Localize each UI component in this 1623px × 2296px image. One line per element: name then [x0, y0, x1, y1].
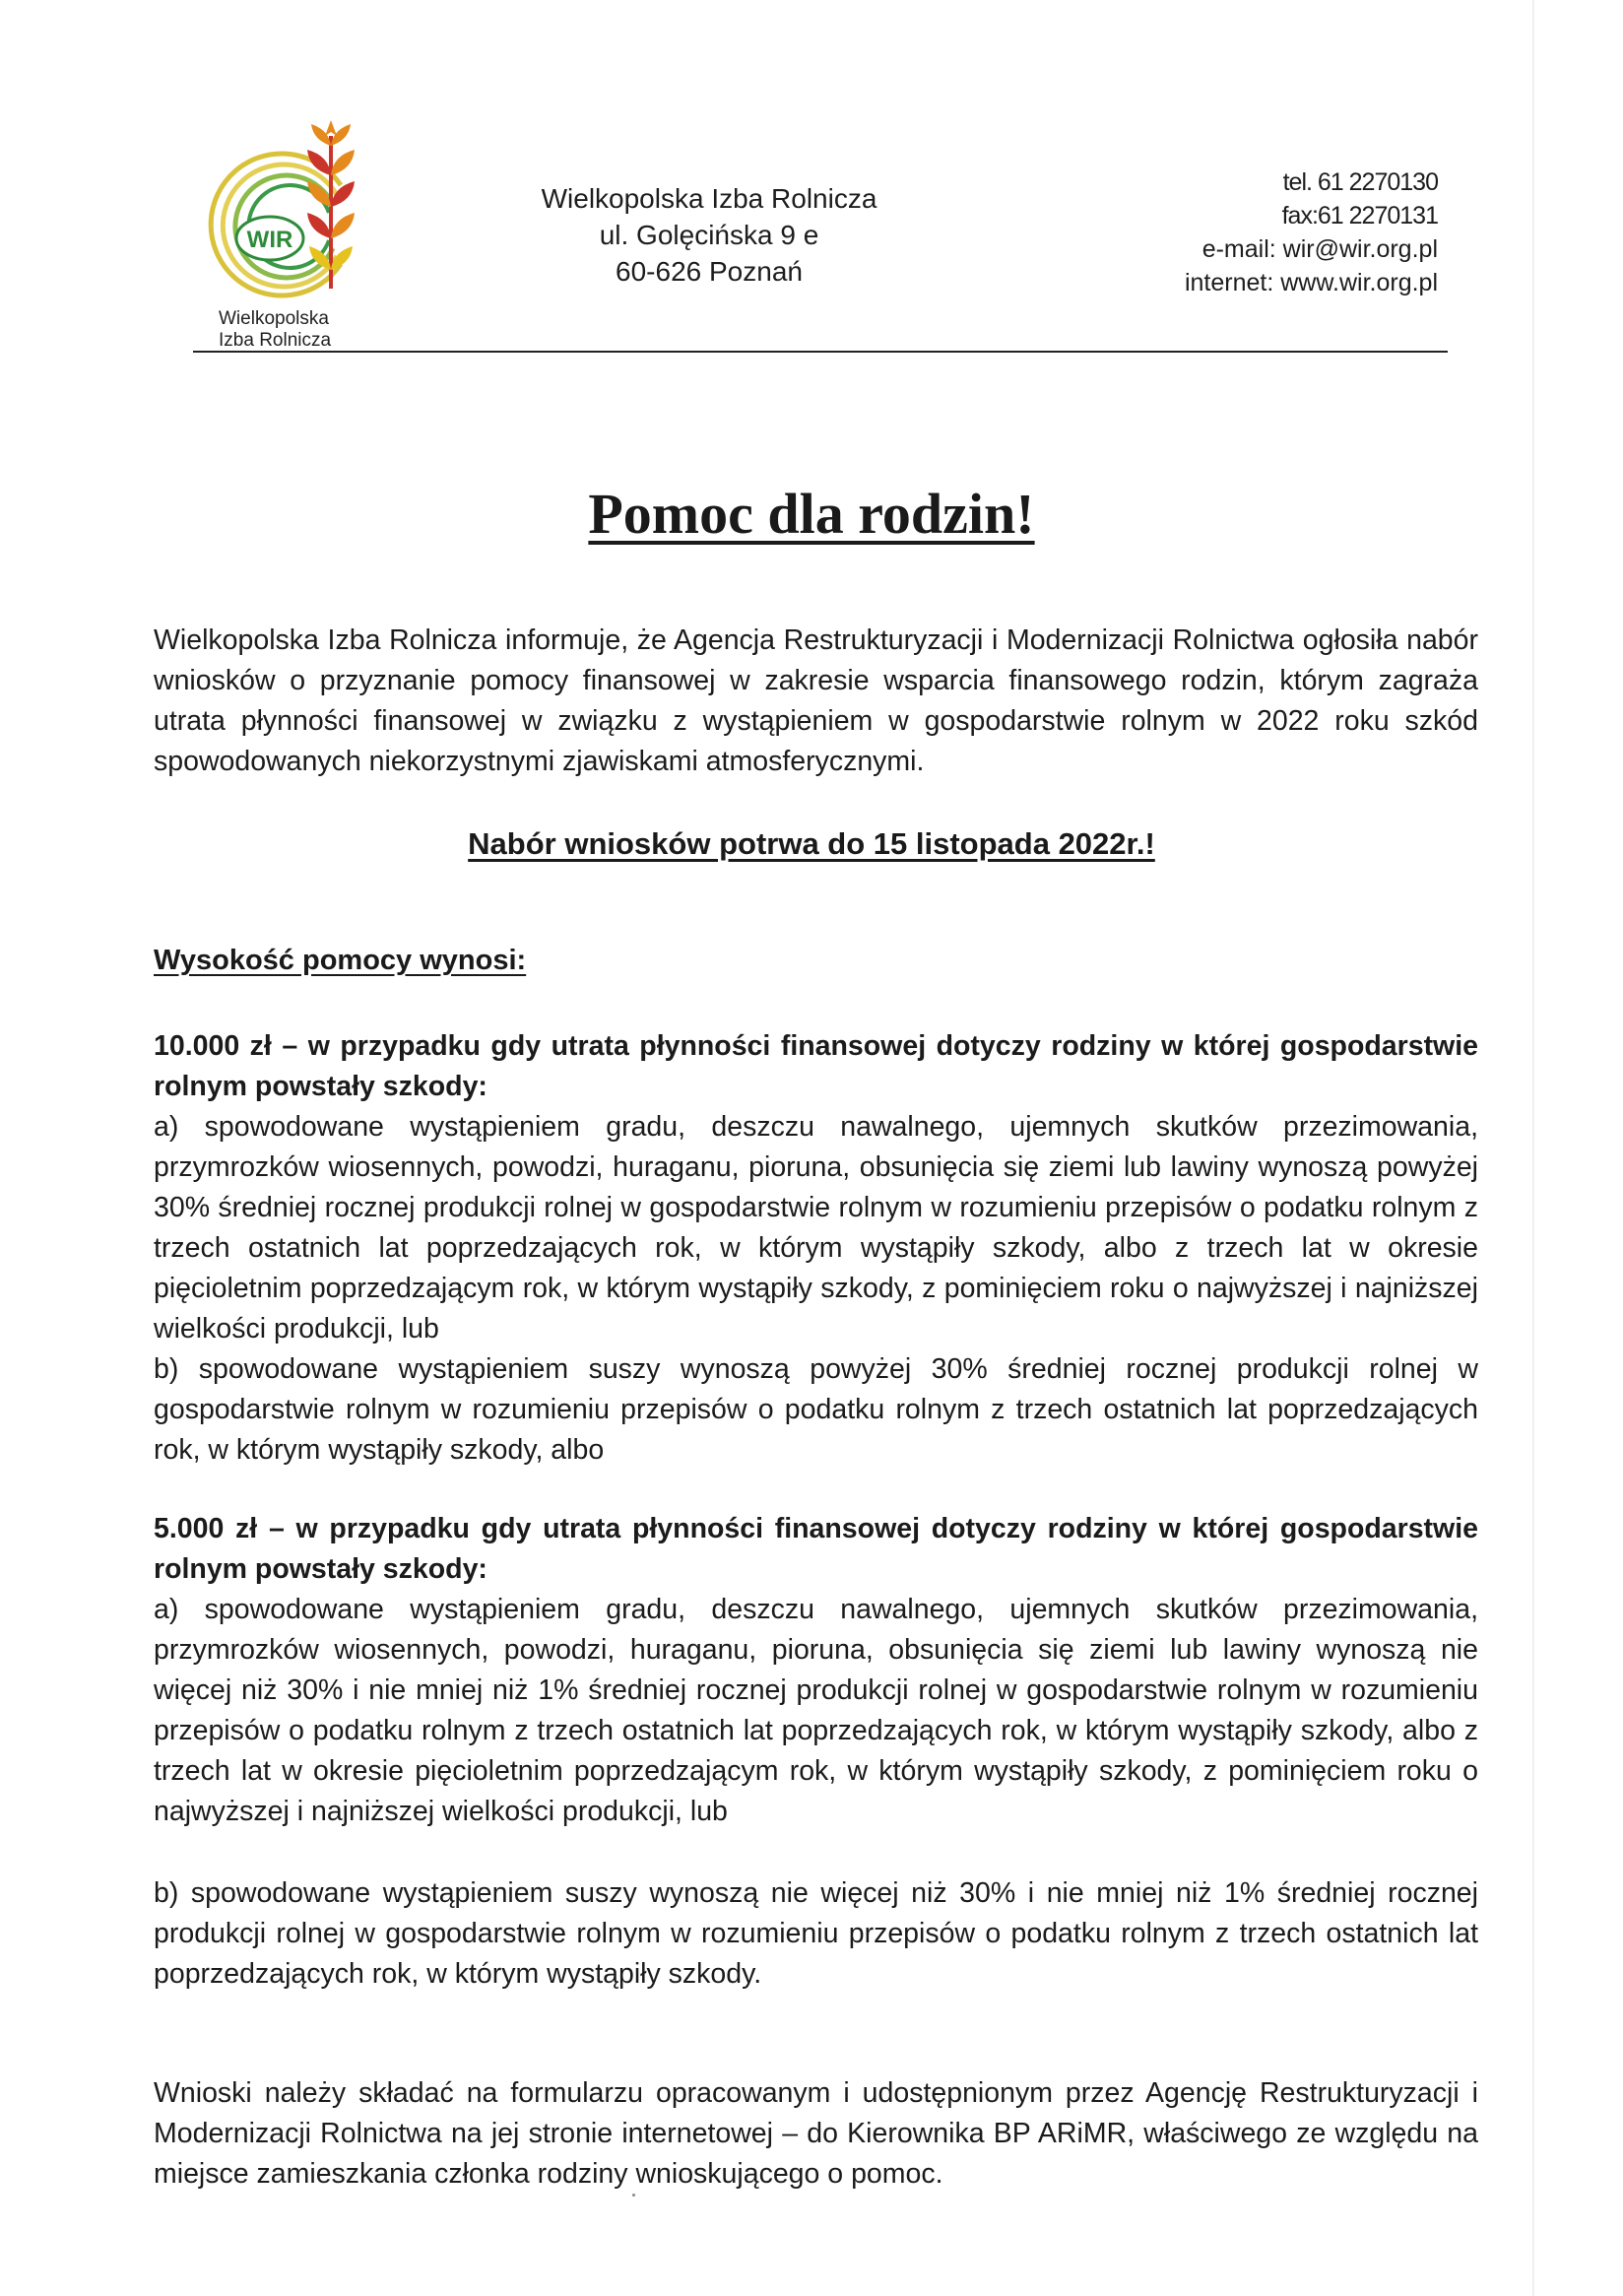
intro-paragraph [154, 621, 1478, 782]
section-5000 [154, 1509, 1478, 1832]
page-title-text: Pomoc dla rodzin! [588, 482, 1035, 546]
logo-caption-line2: Izba Rolnicza [219, 330, 332, 351]
contact-tel: tel. 61 2270130 [1282, 168, 1438, 196]
section-5000-item-a: a) spowodowane wystąpieniem gradu, deszczu nawalnego, ujemnych skutków przezimowania, przymrozków wiosennych, powodzi, huraganu, pioruna, obsunięcia się ziemi lub lawiny wynoszą nie więcej niż 30% i nie mniej niż 1% średniej rocznej produkcji rolnej w gospodarstwie rolnym w rozumieniu przepisów o podatku rolnym z trzech ostatnich lat poprzedzających rok, w którym wystąpiły szkody, albo z trzech lat w okresie pięcioletnim poprzedzającym rok, w którym wystąpiły szkody, z pominięciem roku o najwyższej i najniższej wielkości produkcji, lub [154, 1594, 1478, 1827]
section-5000-item-b: b) spowodowane wystąpieniem suszy wynoszą nie więcej niż 30% i nie mniej niż 1% średniej rocznej produkcji rolnej w gospodarstwie rolnym w rozumieniu przepisów o podatku rolnym z trzech ostatnich lat poprzedzających rok, w którym wystąpiły szkody. [154, 1877, 1478, 1990]
section-10000-heading: 10.000 zł – w przypadku gdy utrata płynności finansowej dotyczy rodziny w której gospodarstwie rolnym powstały szkody: [154, 1030, 1478, 1102]
closing-paragraph [154, 2073, 1478, 2195]
section-10000-item-a: a) spowodowane wystąpieniem gradu, deszczu nawalnego, ujemnych skutków przezimowania, przymrozków wiosennych, powodzi, huraganu, pioruna, obsunięcia się ziemi lub lawiny wynoszą powyżej 30% średniej rocznej produkcji rolnej w gospodarstwie rolnym w rozumieniu przepisów o podatku rolnym z trzech ostatnich lat poprzedzających rok, w którym wystąpiły szkody, albo z trzech lat w okresie pięcioletnim poprzedzającym rok, w którym wystąpiły szkody, z pominięciem roku o najwyższej i najniższej wielkości produkcji, lub [154, 1111, 1478, 1345]
organization-address [512, 180, 906, 290]
logo-caption-line1: Wielkopolska [219, 308, 329, 329]
intro-text: Wielkopolska Izba Rolnicza informuje, że Agencja Restrukturyzacji i Modernizacji Rolnictwa ogłosiła nabór wniosków o przyznanie pomocy finansowej w zakresie wsparcia finansowego rodzin, którym zagraża utrata płynności finansowej w związku z wystąpieniem w gospodarstwie rolnym w 2022 roku szkód spowodowanych niekorzystnymi zjawiskami atmosferycznymi. [154, 624, 1478, 777]
section-10000 [154, 1026, 1478, 1471]
section-5000-b [154, 1873, 1478, 1995]
logo-caption [219, 308, 331, 352]
contact-internet: internet: www.wir.org.pl [1184, 269, 1438, 296]
wir-emblem-icon [193, 116, 370, 313]
organization-street: ul. Golęcińska 9 e [599, 220, 819, 250]
wir-emblem-text: WIR [246, 227, 293, 253]
page-title [0, 480, 1623, 549]
scan-speck [632, 2194, 635, 2197]
organization-name: Wielkopolska Izba Rolnicza [541, 183, 877, 214]
contact-fax: fax:61 2270131 [1281, 202, 1438, 230]
section-5000-heading: 5.000 zł – w przypadku gdy utrata płynności finansowej dotyczy rodziny w której gospodarstwie rolnym powstały szkody: [154, 1513, 1478, 1585]
wir-logo [193, 116, 370, 353]
organization-city: 60-626 Poznań [616, 256, 803, 287]
deadline-text: Nabór wniosków potrwa do 15 listopada 2022r.! [468, 826, 1155, 861]
contact-info [1064, 165, 1438, 299]
contact-email: e-mail: wir@wir.org.pl [1201, 235, 1438, 263]
amount-heading: Wysokość pomocy wynosi: [154, 945, 527, 976]
section-10000-item-b: b) spowodowane wystąpieniem suszy wynoszą powyżej 30% średniej rocznej produkcji rolnej w gospodarstwie rolnym w rozumieniu przepisów o podatku rolnym z trzech ostatnich lat poprzedzających rok, w którym wystąpiły szkody, albo [154, 1353, 1478, 1466]
deadline-notice [0, 824, 1623, 864]
scan-edge-shade [1532, 0, 1534, 2296]
header-divider [193, 351, 1448, 353]
closing-text: Wnioski należy składać na formularzu opracowanym i udostępnionym przez Agencję Restrukturyzacji i Modernizacji Rolnictwa na jej stronie internetowej – do Kierownika BP ARiMR, właściwego ze względu na miejsce zamieszkania członka rodziny wnioskującego o pomoc. [154, 2077, 1478, 2190]
